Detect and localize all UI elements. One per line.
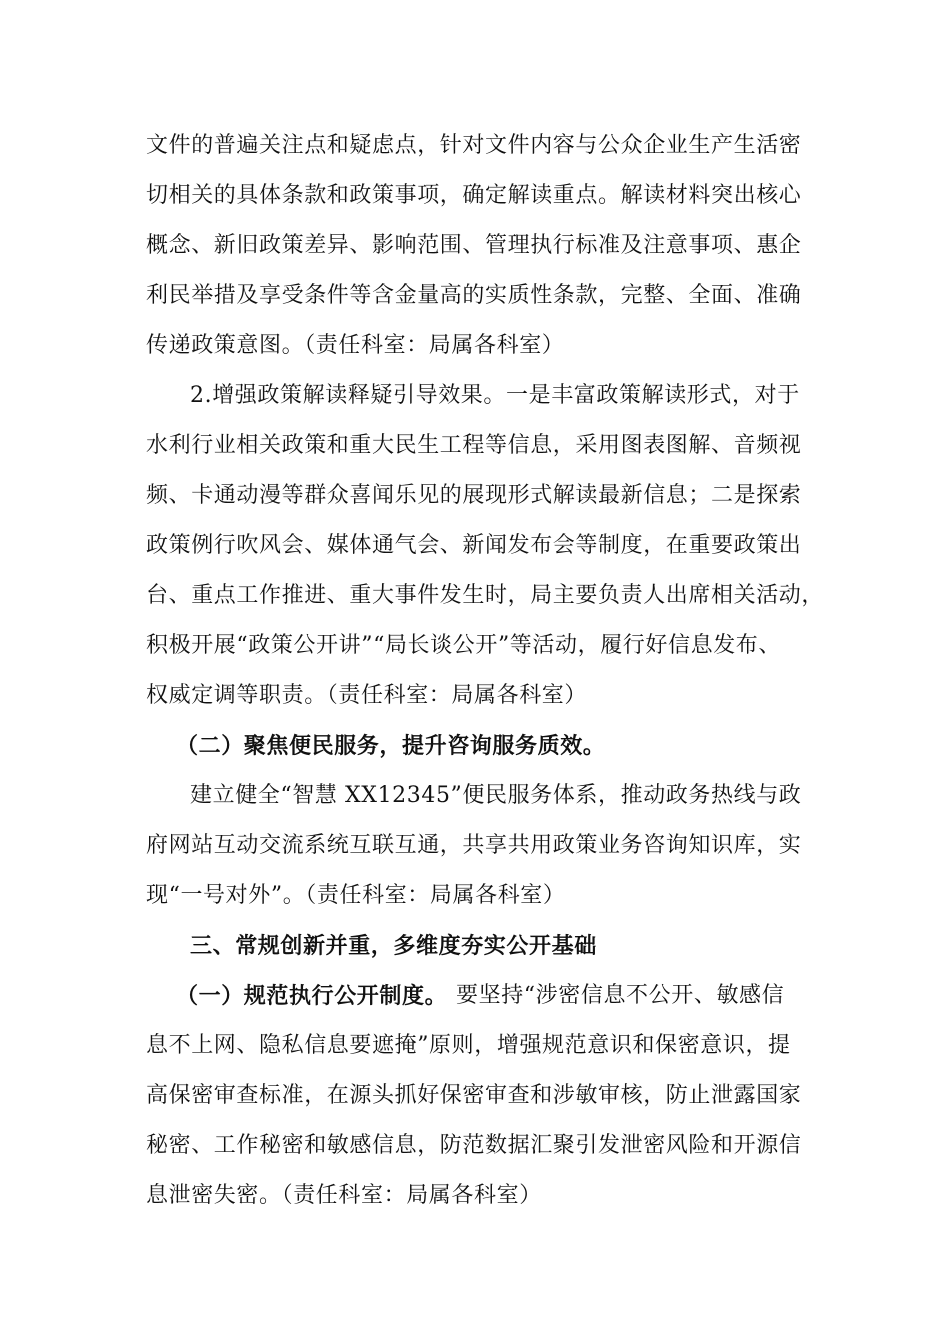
subsection-heading: （一）规范执行公开制度。 [176, 983, 448, 1009]
paragraph-line: 利民举措及享受条件等含金量高的实质性条款，完整、全面、准确 [146, 283, 802, 308]
paragraph-line: 台、重点工作推进、重大事件发生时，局主要负责人出席相关活动， [146, 583, 825, 608]
paragraph-line: 秘密、工作秘密和敏感信息，防范数据汇聚引发泄密风险和开源信 [146, 1133, 802, 1158]
paragraph-line: 切相关的具体条款和政策事项，确定解读重点。解读材料突出核心 [146, 183, 802, 208]
section-heading: （二）聚焦便民服务，提升咨询服务质效。 [176, 733, 606, 759]
paragraph-line: 传递政策意图。（责任科室：局属各科室） [146, 333, 565, 358]
paragraph-line: 积极开展“政策公开讲”“局长谈公开”等活动，履行好信息发布、 [146, 633, 781, 658]
paragraph-line: 高保密审查标准，在源头抓好保密审查和涉敏审核，防止泄露国家 [146, 1083, 802, 1108]
paragraph-line: 要坚持“涉密信息不公开、敏感信 [456, 983, 785, 1008]
chapter-heading: 三、常规创新并重，多维度夯实公开基础 [190, 933, 597, 959]
paragraph-line: 建立健全“智慧 XX12345”便民服务体系，推动政务热线与政 [190, 783, 802, 808]
paragraph-line: 文件的普遍关注点和疑虑点，针对文件内容与公众企业生产生活密 [146, 133, 802, 158]
paragraph-line: 2.增强政策解读释疑引导效果。一是丰富政策解读形式，对于 [190, 383, 800, 408]
paragraph-line: 水利行业相关政策和重大民生工程等信息，采用图表图解、音频视 [146, 433, 802, 458]
paragraph-line: 权威定调等职责。（责任科室：局属各科室） [146, 683, 588, 708]
paragraph-line: 概念、新旧政策差异、影响范围、管理执行标准及注意事项、惠企 [146, 233, 802, 258]
paragraph-line: 现“一号对外”。（责任科室：局属各科室） [146, 883, 566, 908]
paragraph-line: 息不上网、隐私信息要遮掩”原则，增强规范意识和保密意识，提 [146, 1033, 791, 1058]
paragraph-line: 府网站互动交流系统互联互通，共享共用政策业务咨询知识库，实 [146, 833, 802, 858]
paragraph-line: 频、卡通动漫等群众喜闻乐见的展现形式解读最新信息；二是探索 [146, 483, 802, 508]
paragraph-line: 政策例行吹风会、媒体通气会、新闻发布会等制度，在重要政策出 [146, 533, 802, 558]
paragraph-line: 息泄密失密。（责任科室：局属各科室） [146, 1183, 542, 1208]
